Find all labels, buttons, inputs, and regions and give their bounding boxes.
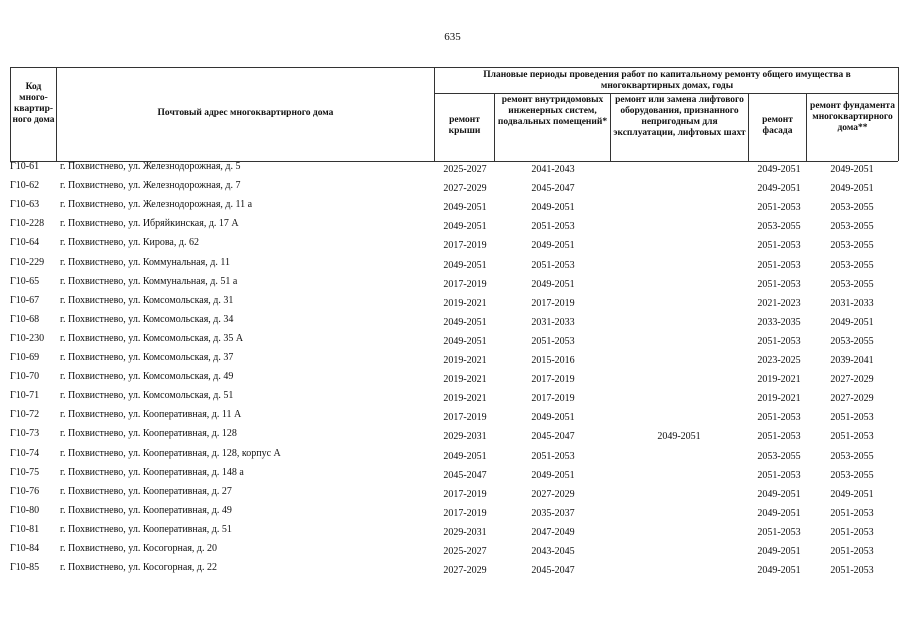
row-address: г. Похвистнево, ул. Кооперативная, д. 128 <box>60 428 237 440</box>
header-code: Код много-квартир-ного дома <box>12 82 55 125</box>
row-engineering-period: 2049-2051 <box>531 469 575 481</box>
row-roof-period: 2045-2047 <box>443 469 487 481</box>
row-code: Г10-72 <box>10 409 40 421</box>
row-foundation-period: 2053-2055 <box>830 278 874 290</box>
row-foundation-period: 2053-2055 <box>830 221 874 233</box>
row-facade-period: 2053-2055 <box>757 450 801 462</box>
row-roof-period: 2029-2031 <box>443 526 487 538</box>
row-engineering-period: 2027-2029 <box>531 488 575 500</box>
row-facade-period: 2051-2053 <box>757 469 801 481</box>
row-address: г. Похвистнево, ул. Железнодорожная, д. 11 а <box>60 199 253 211</box>
row-roof-period: 2049-2051 <box>443 316 487 328</box>
row-facade-period: 2049-2051 <box>757 164 801 175</box>
row-address: г. Похвистнево, ул. Кирова, д. 62 <box>60 237 199 249</box>
row-roof-period: 2027-2029 <box>443 183 487 195</box>
row-address: г. Похвистнево, ул. Комсомольская, д. 35 А <box>60 332 244 344</box>
row-engineering-period: 2047-2049 <box>531 526 575 538</box>
row-roof-period: 2049-2051 <box>443 202 487 214</box>
row-address: г. Похвистнево, ул. Ибряйкинская, д. 17 А <box>60 218 239 230</box>
row-roof-period: 2019-2021 <box>443 297 487 309</box>
row-facade-period: 2049-2051 <box>757 507 801 519</box>
row-roof-period: 2019-2021 <box>443 355 487 366</box>
header-group-divider <box>434 93 898 94</box>
row-roof-period: 2019-2021 <box>443 374 487 386</box>
row-address: г. Похвистнево, ул. Комсомольская, д. 49 <box>60 371 234 383</box>
row-facade-period: 2019-2021 <box>757 374 801 386</box>
header-engineering: ремонт внутридомовых инженерных систем, подвальных помещений* <box>497 95 608 127</box>
row-engineering-period: 2051-2053 <box>531 335 575 347</box>
row-address: г. Похвистнево, ул. Коммунальная, д. 51 а <box>60 275 238 287</box>
row-code: Г10-61 <box>10 161 40 172</box>
table-row <box>0 521 905 539</box>
header-address: Почтовый адрес многоквартирного дома <box>157 108 334 118</box>
row-facade-period: 2051-2053 <box>757 431 801 443</box>
header-roof: ремонт крыши <box>448 115 481 136</box>
row-roof-period: 2027-2029 <box>443 565 487 577</box>
row-code: Г10-84 <box>10 543 40 554</box>
row-address: г. Похвистнево, ул. Железнодорожная, д. 7 <box>60 180 241 192</box>
row-lift-period: 2049-2051 <box>657 431 701 443</box>
row-engineering-period: 2051-2053 <box>531 221 575 233</box>
row-code: Г10-230 <box>10 332 45 344</box>
row-facade-period: 2033-2035 <box>757 316 801 328</box>
table-row <box>0 406 905 424</box>
row-address: г. Похвистнево, ул. Кооперативная, д. 11 А <box>60 409 242 421</box>
row-address: г. Похвистнево, ул. Кооперативная, д. 148 а <box>60 466 244 478</box>
header-divider <box>898 67 899 161</box>
table-row <box>0 177 905 195</box>
row-address: г. Похвистнево, ул. Косогорная, д. 22 <box>60 562 218 574</box>
row-code: Г10-74 <box>10 447 40 459</box>
row-address: г. Похвистнево, ул. Косогорная, д. 20 <box>60 543 218 554</box>
row-facade-period: 2023-2025 <box>757 355 801 366</box>
row-roof-period: 2049-2051 <box>443 450 487 462</box>
row-engineering-period: 2049-2051 <box>531 412 575 424</box>
row-roof-period: 2017-2019 <box>443 488 487 500</box>
row-engineering-period: 2041-2043 <box>531 164 575 175</box>
row-address: г. Похвистнево, ул. Комсомольская, д. 31 <box>60 294 234 306</box>
row-engineering-period: 2017-2019 <box>531 374 575 386</box>
table-row <box>0 540 905 558</box>
table-row <box>0 349 905 367</box>
row-foundation-period: 2051-2053 <box>830 565 874 577</box>
table-row <box>0 215 905 233</box>
table-row <box>0 273 905 291</box>
header-foundation: ремонт фундамента многоквартирного дома** <box>810 101 895 133</box>
row-engineering-period: 2017-2019 <box>531 297 575 309</box>
row-engineering-period: 2035-2037 <box>531 507 575 519</box>
row-foundation-period: 2051-2053 <box>830 546 874 557</box>
row-foundation-period: 2049-2051 <box>830 488 874 500</box>
table-row <box>0 254 905 272</box>
row-engineering-period: 2045-2047 <box>531 565 575 577</box>
row-roof-period: 2017-2019 <box>443 240 487 252</box>
row-foundation-period: 2051-2053 <box>830 412 874 424</box>
row-address: г. Похвистнево, ул. Кооперативная, д. 49 <box>60 504 232 516</box>
row-engineering-period: 2049-2051 <box>531 278 575 290</box>
row-address: г. Похвистнево, ул. Комсомольская, д. 37 <box>60 352 234 363</box>
row-address: г. Похвистнево, ул. Кооперативная, д. 27 <box>60 485 232 497</box>
row-foundation-period: 2053-2055 <box>830 469 874 481</box>
row-code: Г10-69 <box>10 352 40 363</box>
row-engineering-period: 2049-2051 <box>531 202 575 214</box>
table-row <box>0 425 905 443</box>
row-roof-period: 2019-2021 <box>443 393 487 405</box>
row-facade-period: 2049-2051 <box>757 488 801 500</box>
row-address: г. Похвистнево, ул. Комсомольская, д. 51 <box>60 390 234 402</box>
table-row <box>0 158 905 176</box>
row-code: Г10-229 <box>10 256 45 268</box>
row-engineering-period: 2015-2016 <box>531 355 575 366</box>
row-facade-period: 2051-2053 <box>757 202 801 214</box>
row-address: г. Похвистнево, ул. Комсомольская, д. 34 <box>60 313 234 325</box>
row-foundation-period: 2053-2055 <box>830 202 874 214</box>
row-facade-period: 2049-2051 <box>757 183 801 195</box>
row-engineering-period: 2043-2045 <box>531 546 575 557</box>
row-engineering-period: 2049-2051 <box>531 240 575 252</box>
row-foundation-period: 2039-2041 <box>830 355 874 366</box>
table-row <box>0 559 905 577</box>
row-code: Г10-85 <box>10 562 40 574</box>
row-roof-period: 2029-2031 <box>443 431 487 443</box>
row-foundation-period: 2051-2053 <box>830 526 874 538</box>
row-facade-period: 2051-2053 <box>757 259 801 271</box>
row-code: Г10-64 <box>10 237 40 249</box>
table-row <box>0 368 905 386</box>
row-code: Г10-71 <box>10 390 40 402</box>
row-facade-period: 2049-2051 <box>757 565 801 577</box>
row-engineering-period: 2045-2047 <box>531 183 575 195</box>
row-foundation-period: 2031-2033 <box>830 297 874 309</box>
page-number: 635 <box>444 31 461 43</box>
row-code: Г10-76 <box>10 485 40 497</box>
row-code: Г10-70 <box>10 371 40 383</box>
table-row <box>0 234 905 252</box>
row-facade-period: 2019-2021 <box>757 393 801 405</box>
row-roof-period: 2049-2051 <box>443 335 487 347</box>
row-code: Г10-67 <box>10 294 40 306</box>
row-foundation-period: 2051-2053 <box>830 431 874 443</box>
row-address: г. Похвистнево, ул. Коммунальная, д. 11 <box>60 256 230 268</box>
row-address: г. Похвистнево, ул. Железнодорожная, д. 5 <box>60 161 241 172</box>
row-roof-period: 2049-2051 <box>443 259 487 271</box>
row-foundation-period: 2053-2055 <box>830 240 874 252</box>
row-roof-period: 2049-2051 <box>443 221 487 233</box>
row-engineering-period: 2051-2053 <box>531 259 575 271</box>
row-code: Г10-75 <box>10 466 40 478</box>
table-row <box>0 445 905 463</box>
row-roof-period: 2017-2019 <box>443 278 487 290</box>
row-code: Г10-65 <box>10 275 40 287</box>
row-foundation-period: 2049-2051 <box>830 164 874 175</box>
row-engineering-period: 2017-2019 <box>531 393 575 405</box>
row-roof-period: 2025-2027 <box>443 164 487 175</box>
table-row <box>0 464 905 482</box>
row-facade-period: 2051-2053 <box>757 240 801 252</box>
row-foundation-period: 2049-2051 <box>830 183 874 195</box>
row-engineering-period: 2031-2033 <box>531 316 575 328</box>
table-row <box>0 292 905 310</box>
row-facade-period: 2051-2053 <box>757 412 801 424</box>
row-foundation-period: 2049-2051 <box>830 316 874 328</box>
row-address: г. Похвистнево, ул. Кооперативная, д. 128, корпус А <box>60 447 281 459</box>
row-engineering-period: 2051-2053 <box>531 450 575 462</box>
row-code: Г10-62 <box>10 180 40 192</box>
header-divider <box>434 67 435 161</box>
row-foundation-period: 2051-2053 <box>830 507 874 519</box>
header-top-border <box>10 67 898 68</box>
row-facade-period: 2053-2055 <box>757 221 801 233</box>
row-foundation-period: 2053-2055 <box>830 450 874 462</box>
table-row <box>0 330 905 348</box>
table-row <box>0 196 905 214</box>
table-row <box>0 483 905 501</box>
header-group-title: Плановые периоды проведения работ по капитальному ремонту общего имущества в многоквартирных домах, годы <box>483 70 851 91</box>
table-row <box>0 502 905 520</box>
row-code: Г10-228 <box>10 218 45 230</box>
row-foundation-period: 2053-2055 <box>830 335 874 347</box>
row-engineering-period: 2045-2047 <box>531 431 575 443</box>
row-address: г. Похвистнево, ул. Кооперативная, д. 51 <box>60 523 232 535</box>
table-row <box>0 387 905 405</box>
row-code: Г10-81 <box>10 523 40 535</box>
row-code: Г10-63 <box>10 199 40 211</box>
row-facade-period: 2051-2053 <box>757 526 801 538</box>
row-roof-period: 2017-2019 <box>443 507 487 519</box>
row-facade-period: 2021-2023 <box>757 297 801 309</box>
table-row <box>0 311 905 329</box>
row-facade-period: 2051-2053 <box>757 335 801 347</box>
header-lift: ремонт или замена лифтового оборудования, признанного непригодным для эксплуатации, лифтовых шахт <box>613 95 746 138</box>
row-foundation-period: 2027-2029 <box>830 393 874 405</box>
row-foundation-period: 2027-2029 <box>830 374 874 386</box>
row-facade-period: 2051-2053 <box>757 278 801 290</box>
header-facade: ремонт фасада <box>762 115 793 136</box>
row-roof-period: 2025-2027 <box>443 546 487 557</box>
row-facade-period: 2049-2051 <box>757 546 801 557</box>
row-code: Г10-68 <box>10 313 40 325</box>
row-roof-period: 2017-2019 <box>443 412 487 424</box>
row-foundation-period: 2053-2055 <box>830 259 874 271</box>
row-code: Г10-80 <box>10 504 40 516</box>
row-code: Г10-73 <box>10 428 40 440</box>
